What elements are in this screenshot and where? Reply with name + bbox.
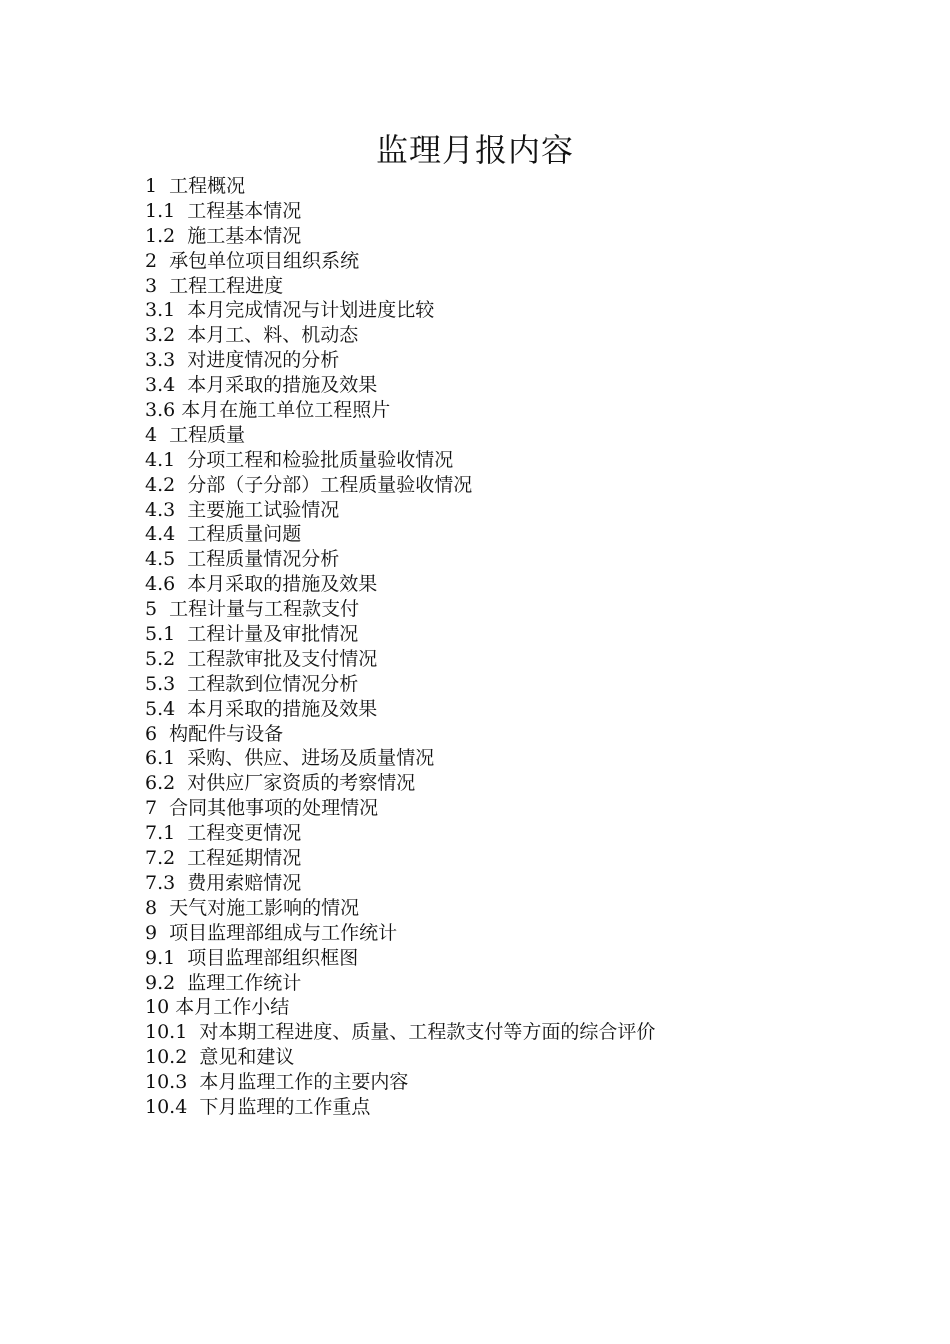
toc-line: 1 工程概况 xyxy=(145,175,246,197)
toc-line: 6 构配件与设备 xyxy=(145,722,284,745)
toc-line: 7.3 费用索赔情况 xyxy=(145,871,302,894)
toc-line: 7.2 工程延期情况 xyxy=(145,847,302,870)
toc-line: 9.2 监理工作统计 xyxy=(145,971,302,994)
toc-line: 7.1 工程变更情况 xyxy=(145,822,302,845)
toc-line: 9.1 项目监理部组织框图 xyxy=(145,946,359,969)
toc-line: 1.2 施工基本情况 xyxy=(145,224,302,247)
toc-line: 4.1 分项工程和检验批质量验收情况 xyxy=(145,448,454,471)
toc-line: 5.4 本月采取的措施及效果 xyxy=(145,697,378,720)
toc-line: 5.2 工程款审批及支付情况 xyxy=(145,647,378,670)
toc-line: 5.3 工程款到位情况分析 xyxy=(145,672,359,695)
toc-line: 6.2 对供应厂家资质的考察情况 xyxy=(145,772,416,795)
toc-line: 10 本月工作小结 xyxy=(145,996,290,1019)
toc-line: 10.1 对本期工程进度、质量、工程款支付等方面的综合评价 xyxy=(145,1021,656,1044)
toc-line: 3 工程工程进度 xyxy=(145,274,284,297)
toc-line: 8 天气对施工影响的情况 xyxy=(145,896,360,919)
toc-line: 5.1 工程计量及审批情况 xyxy=(145,623,359,646)
toc-line: 2 承包单位项目组织系统 xyxy=(145,249,360,272)
toc-line: 1.1 工程基本情况 xyxy=(145,199,302,222)
toc-line: 3.6 本月在施工单位工程照片 xyxy=(145,399,391,422)
toc-line: 10.2 意见和建议 xyxy=(145,1046,295,1069)
toc-line: 4.2 分部（子分部）工程质量验收情况 xyxy=(145,473,473,496)
toc-line: 5 工程计量与工程款支付 xyxy=(145,598,360,621)
toc-line: 10.4 下月监理的工作重点 xyxy=(145,1095,371,1118)
table-of-contents xyxy=(145,174,655,1120)
toc-line: 3.1 本月完成情况与计划进度比较 xyxy=(145,299,435,322)
toc-line: 4.3 主要施工试验情况 xyxy=(145,498,340,521)
toc-line: 4.4 工程质量问题 xyxy=(145,523,302,546)
toc-line: 3.2 本月工、料、机动态 xyxy=(145,324,359,347)
document-title: 监理月报内容 xyxy=(375,131,574,169)
toc-line: 10.3 本月监理工作的主要内容 xyxy=(145,1071,409,1094)
toc-line: 4.5 工程质量情况分析 xyxy=(145,548,340,571)
toc-line: 4.6 本月采取的措施及效果 xyxy=(145,573,378,596)
toc-line: 6.1 采购、供应、进场及质量情况 xyxy=(145,747,435,770)
toc-line: 4 工程质量 xyxy=(145,423,246,446)
toc-line: 7 合同其他事项的处理情况 xyxy=(145,797,379,820)
toc-line: 3.3 对进度情况的分析 xyxy=(145,349,340,372)
toc-line: 9 项目监理部组成与工作统计 xyxy=(145,921,398,944)
toc-line: 3.4 本月采取的措施及效果 xyxy=(145,374,378,397)
